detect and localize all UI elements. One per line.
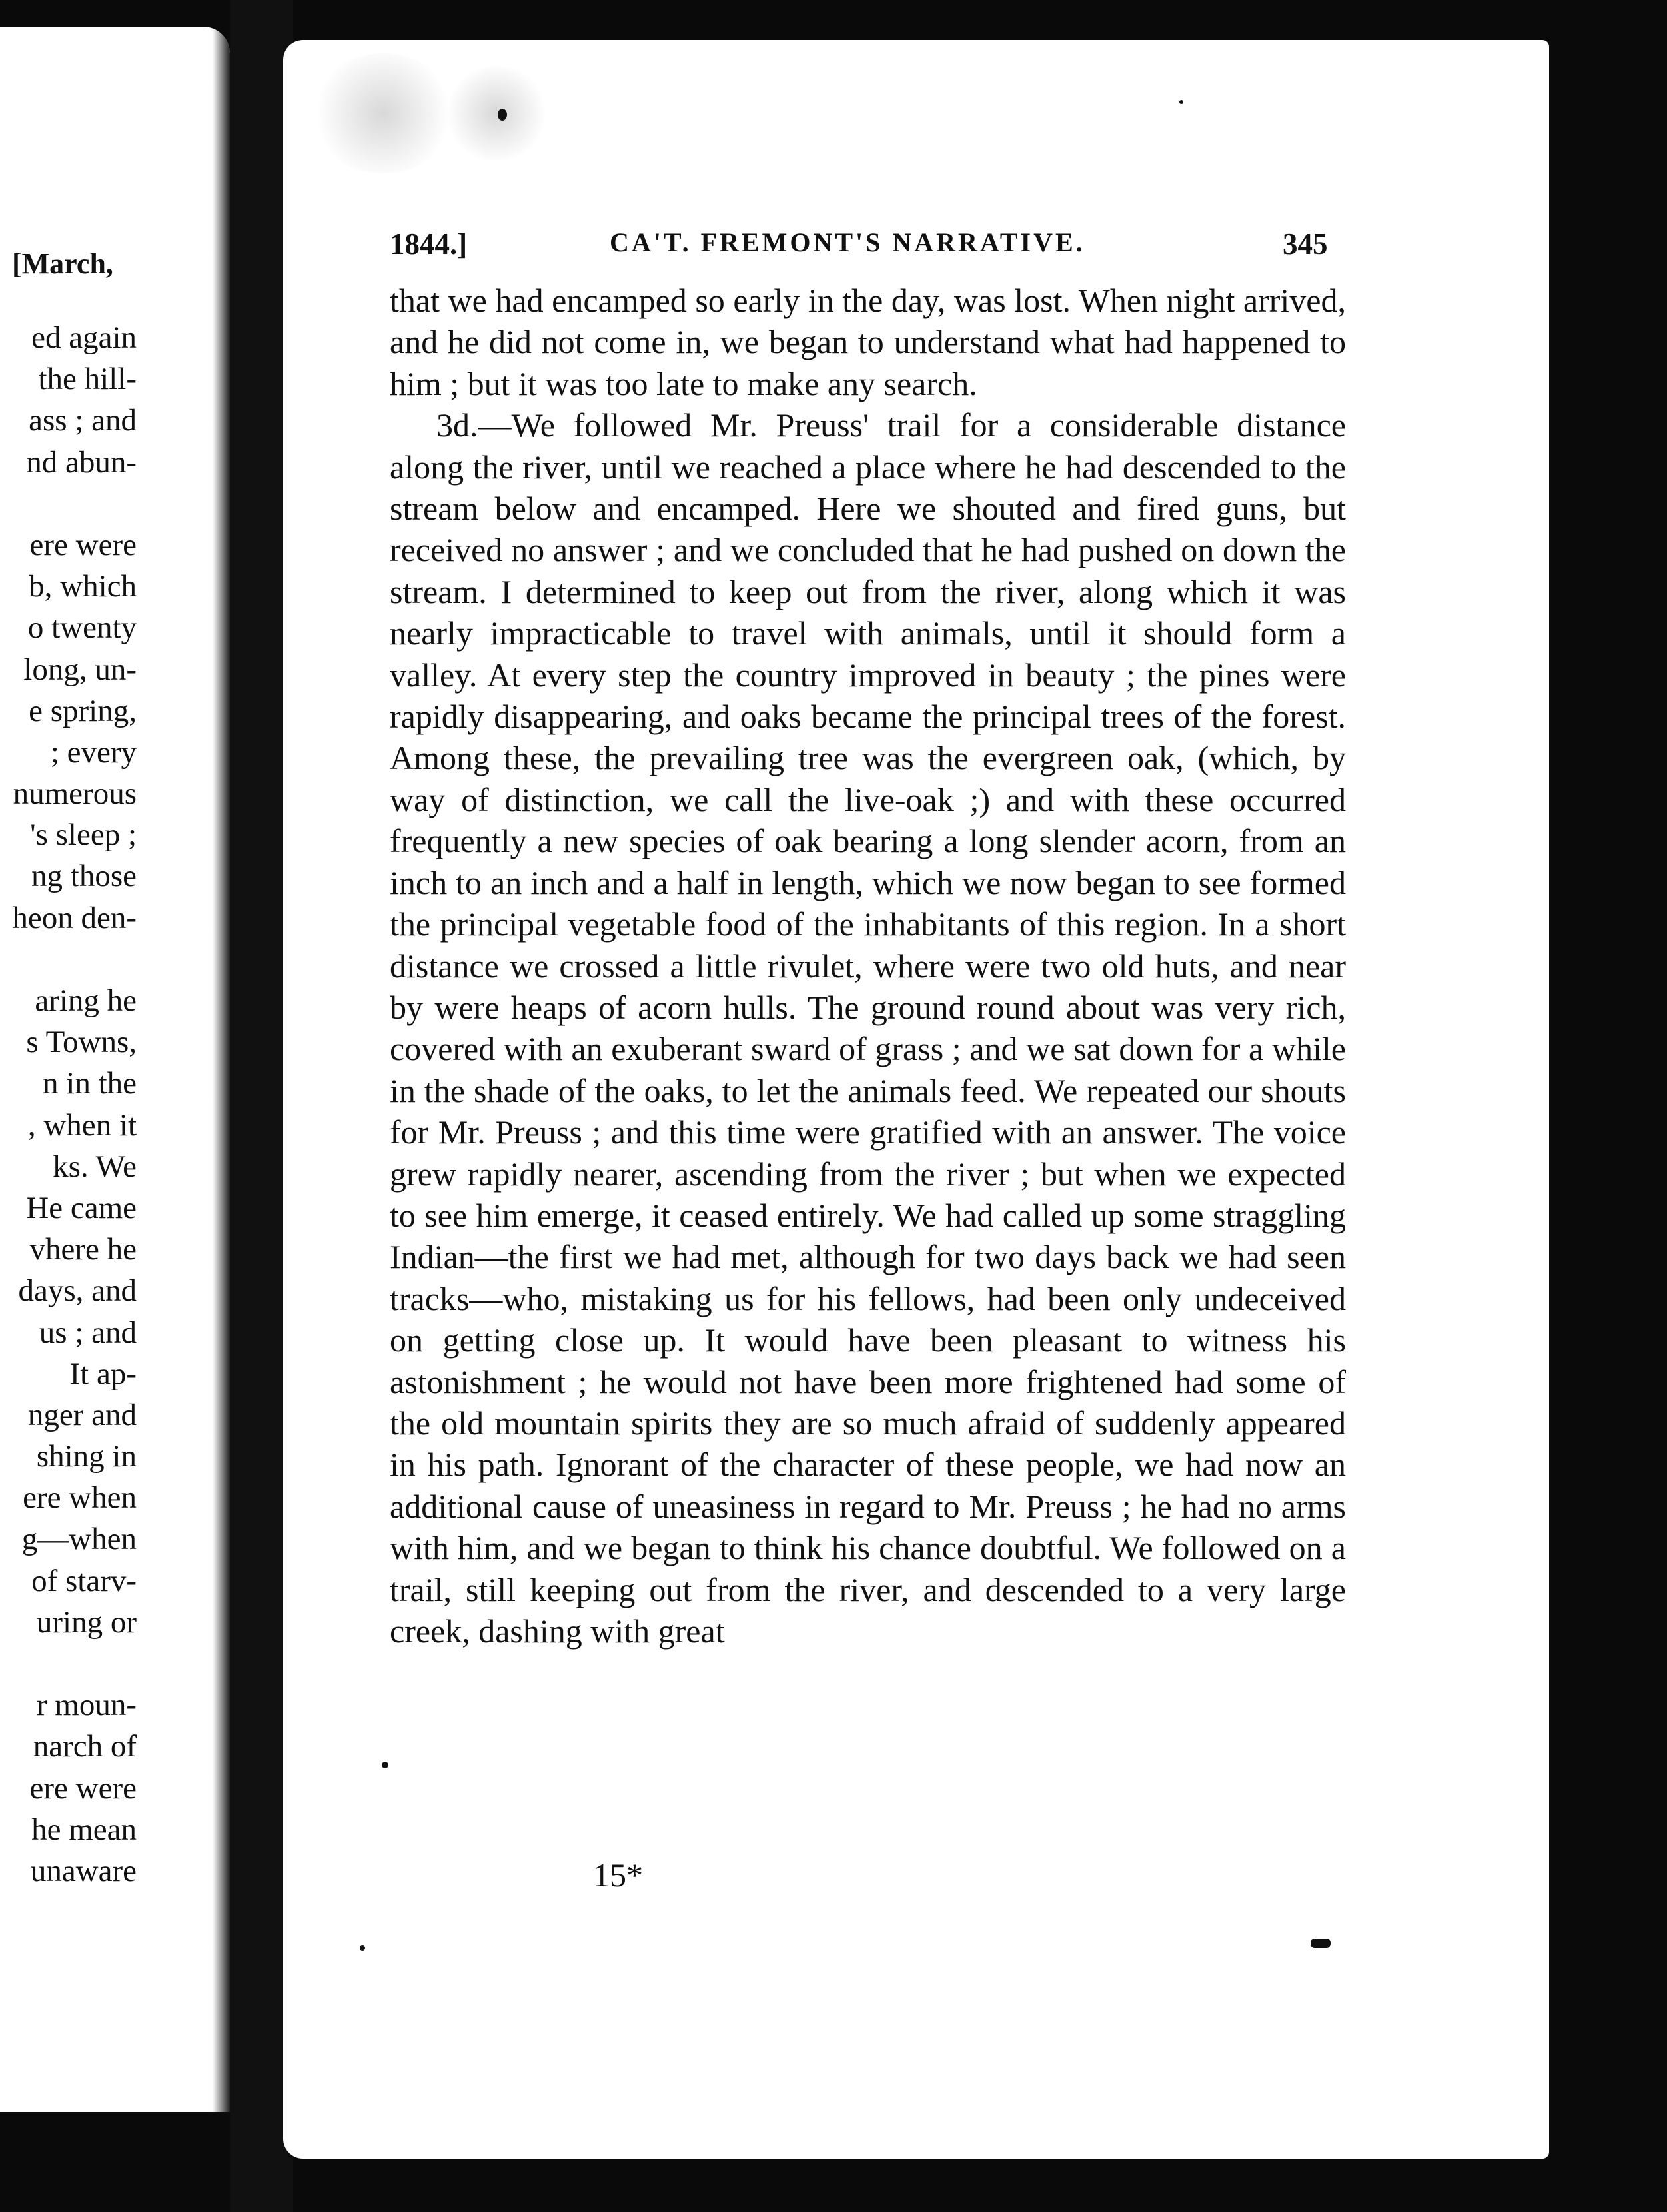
left-page-line: nger and (27, 1397, 137, 1432)
left-page-line: ass ; and (29, 403, 137, 438)
ink-speck (382, 1762, 388, 1768)
left-page-line: ere were (29, 527, 137, 562)
paragraph-2: 3d.—We followed Mr. Preuss' trail for a considerable distance along the river, until we reached a place where he had descended to the stream below and encamped. Here we shouted and fired guns, but received no answer ; and we concluded that he had pushed on down the stream. I determined to keep out from the river, along which it was nearly impracticable to travel with animals, until it should form a valley. At every step the country improved in beauty ; the pines were rapidly disappearing, and oaks became the principal trees of the forest. Among these, the prevailing tree was the evergreen oak, (which, by way of distinction, we call the live-oak ;) and with these occurred frequently a new species of oak bearing a long slender acorn, from an inch to an inch and a half in length, which we now began to see formed the principal vegetable food of the inhabitants of this region. In a short distance we crossed a little rivulet, where were two old huts, and near by were heaps of acorn hulls. The ground round about was very rich, covered with an exuberant sward of grass ; and we sat down for a while in the shade of the oaks, to let the animals feed. We repeated our shouts for Mr. Preuss ; and this time were gratified with an answer. The voice grew rapidly nearer, ascending from the river ; but when we expected to see him emerge, it ceased entirely. We had called up some straggling Indian—the first we had met, although for two days back we had seen tracks—who, mistaking us for his fellows, had been only undeceived on getting close up. It would have been pleasant to witness his astonishment ; he would not have been more frightened had some of the old mountain spirits they are so much afraid of suddenly appeared in his path. Ignorant of the character of these people, we had now an additional cause of uneasiness in regard to Mr. Preuss ; he had no arms with him, and we began to think his chance doubtful. We followed on a trail, still keeping out from the river, and descended to a very large creek, dashing with great (390, 406, 1346, 1650)
left-page-line: nd abun- (26, 444, 137, 480)
page-smudge (443, 67, 550, 160)
left-page-line: He came (26, 1190, 137, 1225)
left-page-line: he mean (31, 1812, 137, 1847)
ink-speck (360, 1945, 365, 1951)
running-head-title: CA'T. FREMONT'S NARRATIVE. (610, 227, 1085, 257)
left-page-line: ng those (31, 859, 137, 894)
left-page-line: ks. We (53, 1149, 137, 1184)
left-page-gap (12, 483, 137, 524)
left-page-line: aring he (35, 983, 137, 1018)
left-page-line: shing in (36, 1439, 137, 1474)
left-page-line: ; every (50, 734, 137, 770)
page-smudge (310, 53, 456, 173)
left-page-line: numerous (13, 776, 137, 812)
left-page-line: days, and (18, 1273, 137, 1309)
body-text (390, 280, 1346, 1652)
left-page-line: long, un- (23, 652, 137, 687)
ink-speck (1179, 100, 1183, 104)
left-page-gap (12, 1643, 137, 1684)
ink-speck (1311, 1939, 1331, 1948)
left-page-line: , when it (27, 1107, 137, 1143)
left-page-line: e spring, (29, 693, 137, 728)
left-page-line: unaware (30, 1853, 137, 1888)
left-page-line: ere were (29, 1770, 137, 1806)
left-page-line: b, which (29, 569, 137, 604)
left-page-line: narch of (33, 1729, 137, 1764)
left-page-line: vhere he (29, 1232, 137, 1267)
running-head-year: 1844.] (390, 227, 468, 261)
left-page-line: It ap- (69, 1356, 137, 1391)
left-page-gap (12, 939, 137, 980)
left-page-line: us ; and (39, 1315, 137, 1350)
left-page-line: uring or (36, 1604, 137, 1640)
left-page-line: heon den- (12, 900, 137, 935)
left-page-line: r moun- (36, 1688, 137, 1723)
left-page-line: g—when (21, 1522, 137, 1557)
page-number: 345 (1283, 227, 1328, 261)
paragraph-1: that we had encamped so early in the day, was lost. When night arrived, and he did not come in, we began to understand what had happened to him ; but it was too late to make any search. (390, 282, 1346, 402)
left-page-spine-shadow (213, 27, 230, 2112)
left-page-line: the hill- (38, 362, 137, 397)
left-page-line: ere when (23, 1480, 137, 1516)
ink-speck (498, 109, 507, 121)
signature-mark: 15* (593, 1856, 643, 1894)
left-page-running-head: [March, (12, 247, 113, 280)
left-page-line: ed again (31, 320, 137, 355)
left-page-line: s Towns, (26, 1025, 137, 1060)
left-page-line: n in the (43, 1066, 137, 1101)
left-page-line: o twenty (27, 610, 137, 646)
left-page-line: 's sleep ; (30, 818, 137, 853)
left-page-text-column (12, 317, 137, 1892)
left-page-line: of starv- (31, 1563, 137, 1598)
left-page (0, 27, 230, 2112)
